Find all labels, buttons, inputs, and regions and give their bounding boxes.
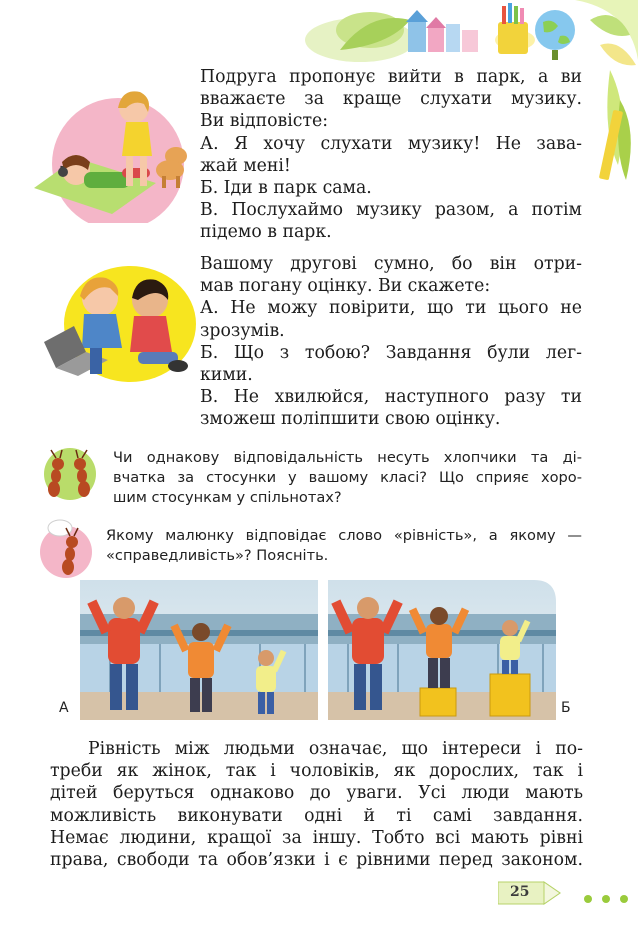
scenario-2-line: зможеш поліпшити свою оцінку.: [200, 409, 501, 430]
body-line: Немає людини, кращої за іншу. Тобто всі мають рівні: [50, 827, 583, 848]
girls-music-illustration: [26, 78, 196, 223]
boys-laptop-illustration: [38, 256, 198, 386]
picture-b-label: Б: [561, 700, 571, 716]
globe-icon: [535, 10, 575, 60]
scenario-2-option-a: А. Не можу повірити, що ти цього не: [200, 298, 582, 319]
body-line: права, свободи та обов’язки і є рівними перед законом.: [50, 850, 583, 871]
ant-thinking-icon: [38, 518, 94, 578]
scenario-1-option-a: А. Я хочу слухати музику! Не зава-: [200, 133, 582, 154]
scenario-2-line: Вашому другові сумно, бо він отри-: [200, 254, 582, 274]
question-2-line: Якому малюнку відповідає слово «рівність», а якому —: [106, 527, 582, 544]
scenario-1-line: Ви відповісте:: [200, 111, 329, 132]
scenario-1-line: жай мені!: [200, 155, 291, 176]
picture-a-label: А: [59, 700, 69, 716]
scenario-1-option-b: Б. Іди в парк сама.: [200, 178, 372, 199]
question-1-line: Чи однакову відповідальність несуть хлопчики та ді-: [113, 449, 582, 466]
box-low: [420, 688, 456, 716]
picture-b-justice: [328, 580, 556, 720]
houses-icon: [406, 10, 478, 52]
scenario-2-line: зрозумів.: [200, 320, 285, 341]
pencils-cup-icon: [498, 3, 528, 54]
scenario-1-line: Подруга пропонує вийти в парк, а ви: [200, 67, 582, 87]
scenario-2-text: [200, 253, 582, 431]
question-1-line: шим стосункам у спільнотах?: [113, 489, 342, 506]
question-1-line: вчатка за стосунки у вашому класі? Що сприяє хоро-: [113, 469, 582, 486]
page-dots-decoration: [582, 890, 632, 902]
top-decoration: [300, 0, 638, 75]
body-line: можливість виконувати одні й ті самі завдання.: [50, 805, 583, 826]
picture-a-equality: [80, 580, 318, 720]
page-number-badge: [498, 878, 562, 908]
scenario-1-option-c: В. Послухаймо музику разом, а потім: [200, 200, 582, 221]
equality-definition-text: [50, 738, 583, 871]
question-2-line: «справедливість»? Поясніть.: [106, 547, 329, 564]
box-high: [490, 674, 530, 716]
ants-discussion-icon: [38, 446, 98, 502]
scenario-2-line: мав погану оцінку. Ви скажете:: [200, 276, 491, 297]
scenario-2-line: кими.: [200, 365, 253, 386]
scenario-1-line: вважаєте за краще слухати музику.: [200, 89, 582, 110]
scenario-1-line: підемо в парк.: [200, 222, 332, 243]
scenario-2-option-c: В. Не хвилюйся, наступного разу ти: [200, 387, 582, 408]
body-line: треби як жінок, так і чоловіків, як дорослих, так і: [50, 761, 583, 782]
question-2-text: [106, 526, 582, 566]
body-line: Рівність між людьми означає, що інтереси і по-: [88, 739, 583, 759]
equality-pictures: [80, 580, 556, 720]
page-number: 25: [510, 884, 530, 900]
side-leaf-decoration: [590, 70, 638, 230]
scenario-2-option-b: Б. Що з тобою? Завдання були лег-: [200, 342, 582, 363]
question-1-text: [113, 448, 582, 508]
scenario-1-text: [200, 66, 582, 244]
body-line: дітей беруться однаково до уваги. Усі люди мають: [50, 783, 583, 804]
